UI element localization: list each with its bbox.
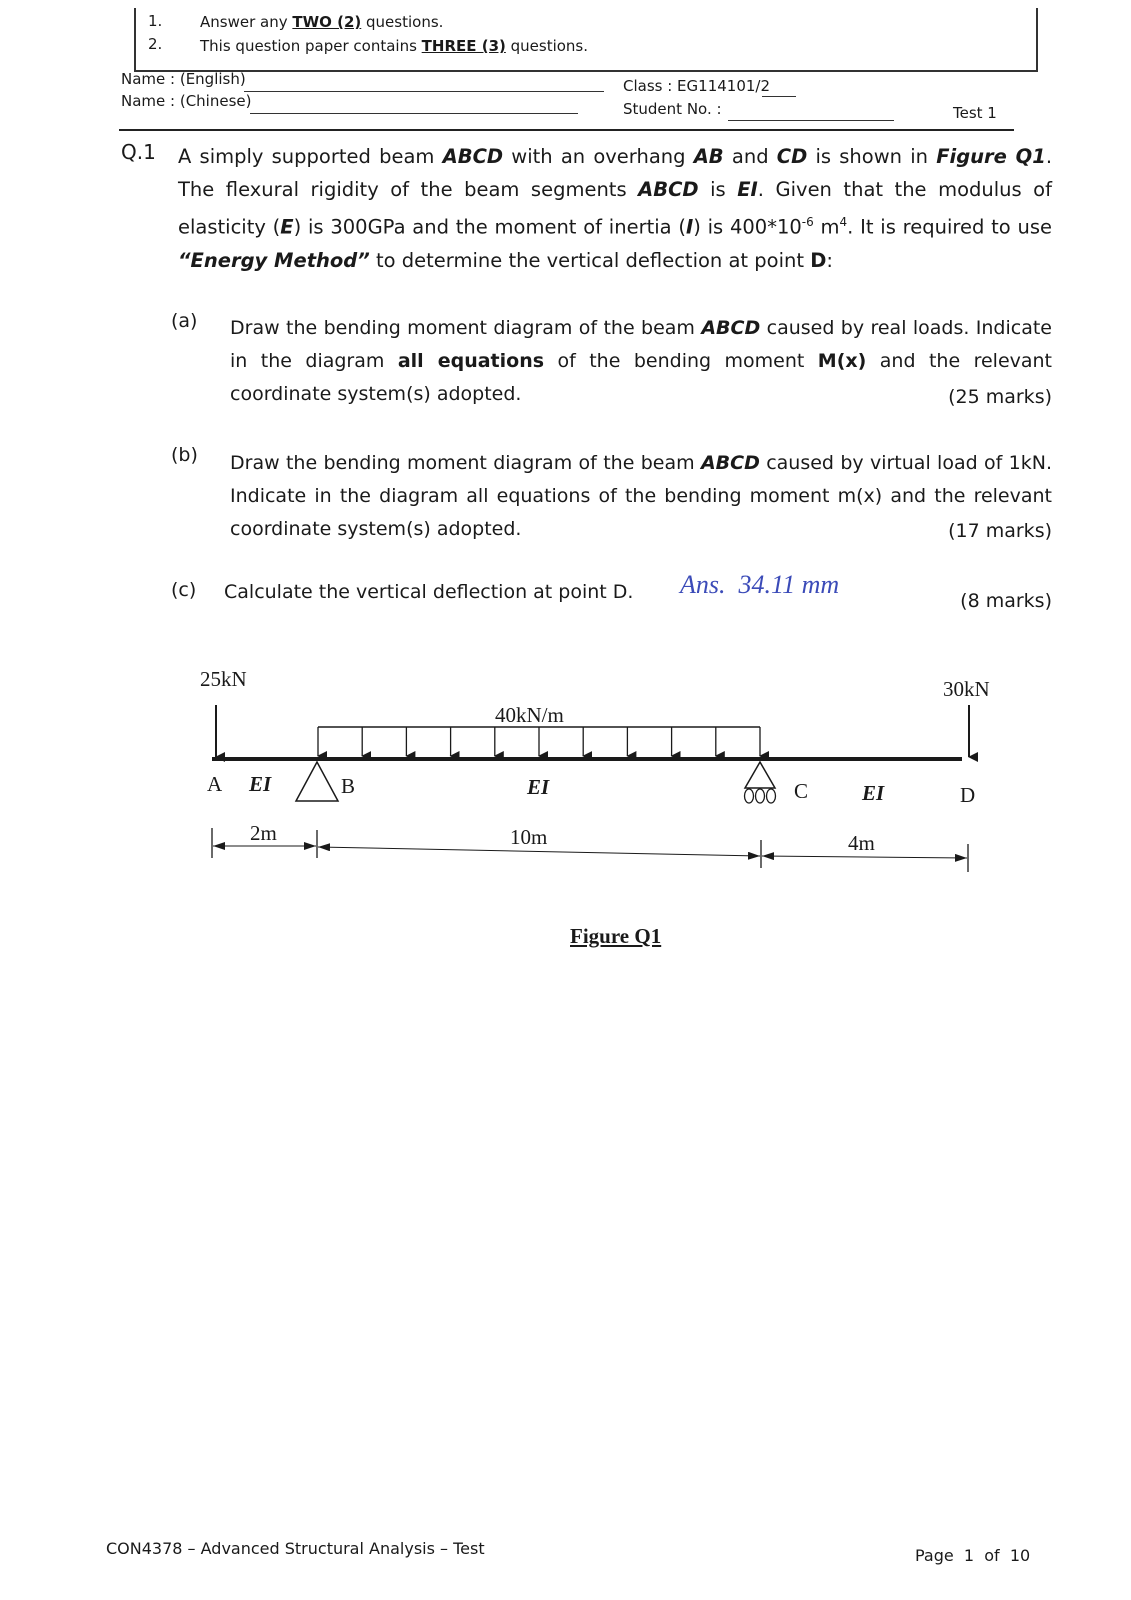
point-c-label: C bbox=[794, 779, 809, 803]
footer-course: CON4378 – Advanced Structural Analysis – Test bbox=[106, 1539, 485, 1558]
q-figure-ref: Figure Q1 bbox=[936, 145, 1046, 168]
q-text: . The flexural rigidity of the beam segments bbox=[178, 145, 1053, 201]
q-text: is bbox=[698, 178, 738, 201]
handwritten-answer: Ans. 34.11 mm bbox=[680, 570, 840, 599]
q-overhang-cd: CD bbox=[776, 145, 808, 168]
q-point-d: D bbox=[810, 248, 827, 272]
part-a-beam: ABCD bbox=[701, 317, 761, 339]
instruction-1-post: questions. bbox=[361, 13, 444, 31]
udl-arrows bbox=[318, 727, 760, 756]
roller-wheel bbox=[745, 789, 754, 803]
q-e: E bbox=[280, 215, 294, 239]
dim-line-cd bbox=[762, 856, 967, 858]
segment-ab-ei: EI bbox=[249, 772, 272, 796]
q-text: m bbox=[813, 215, 840, 239]
point-a-label: A bbox=[207, 772, 223, 796]
class-label: Class : EG114101/2 bbox=[623, 77, 771, 95]
part-a-bold: all equations bbox=[397, 350, 545, 372]
roller-wheel bbox=[756, 789, 765, 803]
point-b-label: B bbox=[341, 774, 356, 798]
test-label: Test 1 bbox=[953, 104, 997, 122]
instruction-1-bold: TWO (2) bbox=[292, 13, 362, 31]
roller-wheel bbox=[767, 789, 776, 803]
dim-ab-label: 2m bbox=[250, 821, 277, 845]
student-no-label: Student No. : bbox=[623, 100, 722, 118]
q-text: . Given that the modulus of elasticity ( bbox=[178, 178, 1052, 239]
segment-bc-ei: EI bbox=[527, 775, 550, 799]
instruction-2-pre: This question paper contains bbox=[200, 37, 422, 55]
q-overhang-ab: AB bbox=[693, 145, 724, 168]
instruction-1-number: 1. bbox=[148, 12, 163, 30]
footer-page: Page 1 of 10 bbox=[915, 1546, 1031, 1565]
load-a-label: 25kN bbox=[200, 667, 247, 691]
dim-cd-label: 4m bbox=[848, 831, 875, 855]
q-text: to determine the vertical deflection at point bbox=[369, 248, 811, 272]
instruction-2-post: questions. bbox=[505, 37, 589, 55]
q-ei: EI bbox=[737, 178, 758, 201]
part-a-t: and the relevant coordinate system(s) adopted. bbox=[230, 350, 1053, 405]
question-number: Q.1 bbox=[121, 140, 156, 164]
instruction-2-bold: THREE (3) bbox=[421, 37, 506, 55]
roller-wheels bbox=[745, 789, 776, 803]
part-a-t: Draw the bending moment diagram of the beam bbox=[230, 317, 702, 339]
part-b-t: caused by virtual load of 1kN. Indicate in the diagram all equations of the bending moment m(x) and the relevant coordinate system(s) adopted. bbox=[230, 452, 1052, 540]
q-text: . It is required to use bbox=[847, 215, 1052, 239]
load-d-label: 30kN bbox=[943, 677, 990, 701]
part-c-marks: (8 marks) bbox=[960, 590, 1052, 612]
q-text: ) is 300GPa and the moment of inertia ( bbox=[293, 215, 686, 239]
part-a-t: caused by real loads. Indicate in the diagram bbox=[230, 317, 1052, 372]
figure-caption bbox=[570, 924, 661, 949]
q-text: and bbox=[723, 145, 777, 168]
q-beam: ABCD bbox=[442, 145, 504, 168]
instruction-2-number: 2. bbox=[148, 35, 163, 53]
q-text: ) is 400*10 bbox=[693, 215, 802, 239]
q-text: A simply supported beam bbox=[178, 145, 443, 168]
part-b-beam: ABCD bbox=[700, 452, 760, 474]
segment-cd-ei: EI bbox=[862, 781, 885, 805]
part-a-mx: M(x) bbox=[817, 350, 867, 372]
part-c-text: Calculate the vertical deflection at point D. bbox=[224, 581, 634, 603]
q-exp: -6 bbox=[801, 215, 814, 229]
q-text: with an overhang bbox=[503, 145, 694, 168]
part-b-marks: (17 marks) bbox=[948, 520, 1052, 542]
name-english-label: Name : (English) bbox=[121, 70, 246, 88]
dim-bc-label: 10m bbox=[510, 825, 548, 849]
q-text: : bbox=[826, 248, 833, 272]
part-a-marks: (25 marks) bbox=[948, 386, 1052, 408]
part-a-label: (a) bbox=[171, 310, 198, 332]
part-a-t: of the bending moment bbox=[544, 350, 818, 372]
q-i: I bbox=[685, 215, 694, 239]
point-d-label: D bbox=[960, 783, 976, 807]
part-c-label: (c) bbox=[171, 579, 197, 601]
q-exp: 4 bbox=[839, 215, 848, 229]
name-chinese-label: Name : (Chinese) bbox=[121, 92, 252, 110]
roller-support-c bbox=[745, 762, 775, 788]
figure-caption-text: Figure Q1 bbox=[570, 924, 662, 948]
part-b-t: Draw the bending moment diagram of the beam bbox=[230, 452, 701, 474]
part-b-label: (b) bbox=[171, 444, 198, 466]
q-text: is shown in bbox=[807, 145, 937, 168]
udl-label: 40kN/m bbox=[495, 703, 564, 727]
q-method: “Energy Method” bbox=[178, 248, 370, 272]
q-beam: ABCD bbox=[638, 178, 699, 201]
instruction-1-pre: Answer any bbox=[200, 13, 293, 31]
pin-support-b bbox=[296, 762, 338, 801]
